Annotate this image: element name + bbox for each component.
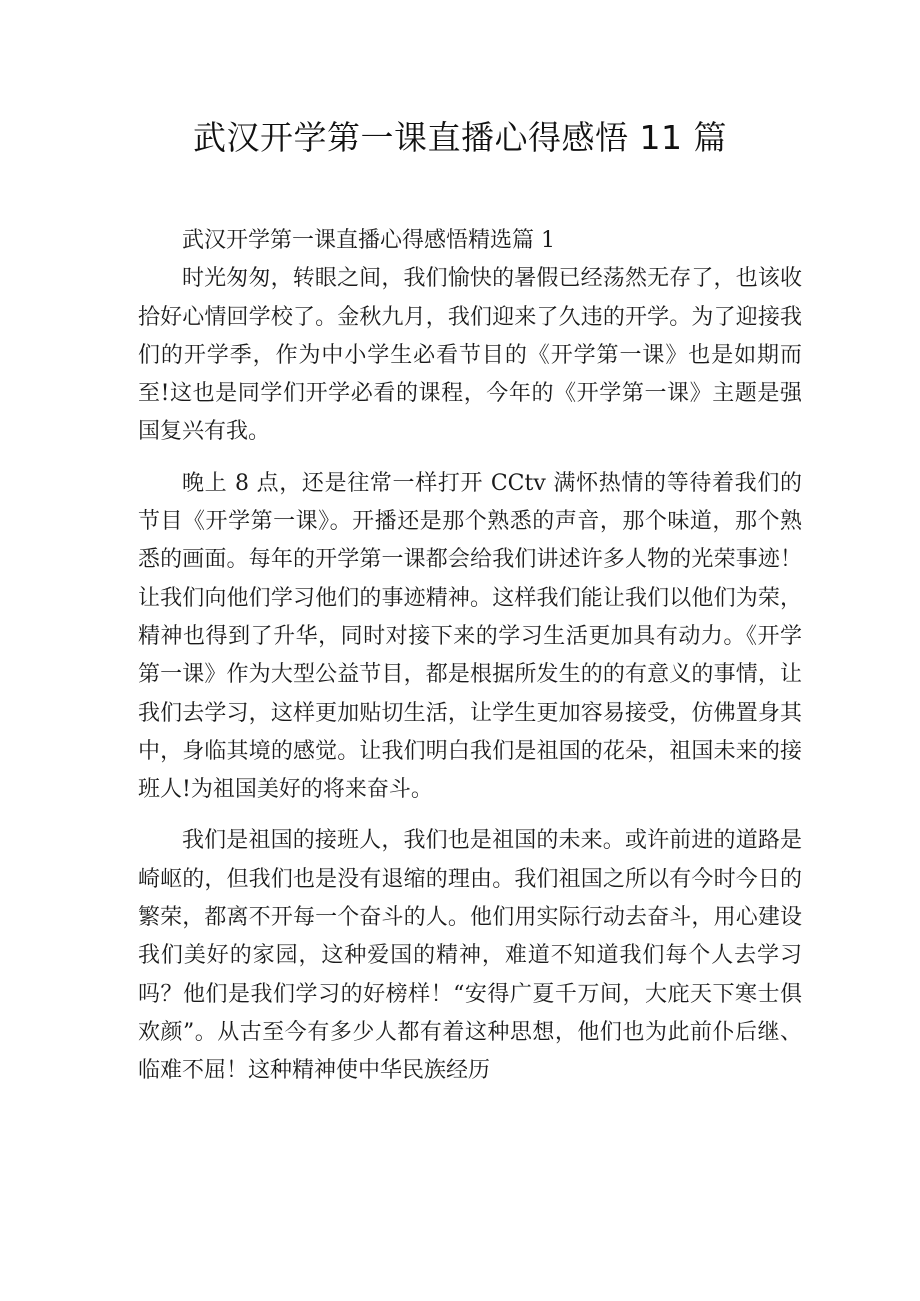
document-title: 武汉开学第一课直播心得感悟 11 篇 — [193, 118, 727, 157]
paragraph: 晚上 8 点，还是往常一样打开 CCtv 满怀热情的等待着我们的节目《开学第一课》。开播还是那个熟悉的声音，那个味道，那个熟悉的画面。每年的开学第一课都会给我们讲述许多人物的光荣事迹！让我们向他们学习他们的事迹精神。这样我们能让我们以他们为荣，精神也得到了升华，同时对接下来的学习生活更加具有动力。《开学第一课》作为大型公益节目，都是根据所发生的的有意义的事情，让我们去学习，这样更加贴切生活，让学生更加容易接受，仿佛置身其中，身临其境的感觉。让我们明白我们是祖国的花朵，祖国未来的接班人!为祖国美好的将来奋斗。 — [138, 470, 802, 803]
paragraph-gap — [138, 809, 802, 822]
paragraph: 时光匆匆，转眼之间，我们愉快的暑假已经荡然无存了，也该收拾好心情回学校了。金秋九月，我们迎来了久违的开学。为了迎接我们的开学季，作为中小学生必看节目的《开学第一课》也是如期而至!这也是同学们开学必看的课程，今年的《开学第一课》主题是强国复兴有我。 — [138, 266, 802, 445]
paragraph: 我们是祖国的接班人，我们也是祖国的未来。或许前进的道路是崎岖的，但我们也是没有退缩的理由。我们祖国之所以有今时今日的繁荣，都离不开每一个奋斗的人。他们用实际行动去奋斗，用心建设我们美好的家园，这种爱国的精神，难道不知道我们每个人去学习吗？他们是我们学习的好榜样！“安得广夏千万间，大庇天下寒士俱欢颜”。从古至今有多少人都有着这种思想，他们也为此前仆后继、临难不屈！这种精神使中华民族经历 — [138, 828, 802, 1084]
document-body — [138, 222, 802, 1091]
section-heading: 武汉开学第一课直播心得感悟精选篇 1 — [182, 228, 555, 253]
paragraph-gap — [138, 452, 802, 465]
